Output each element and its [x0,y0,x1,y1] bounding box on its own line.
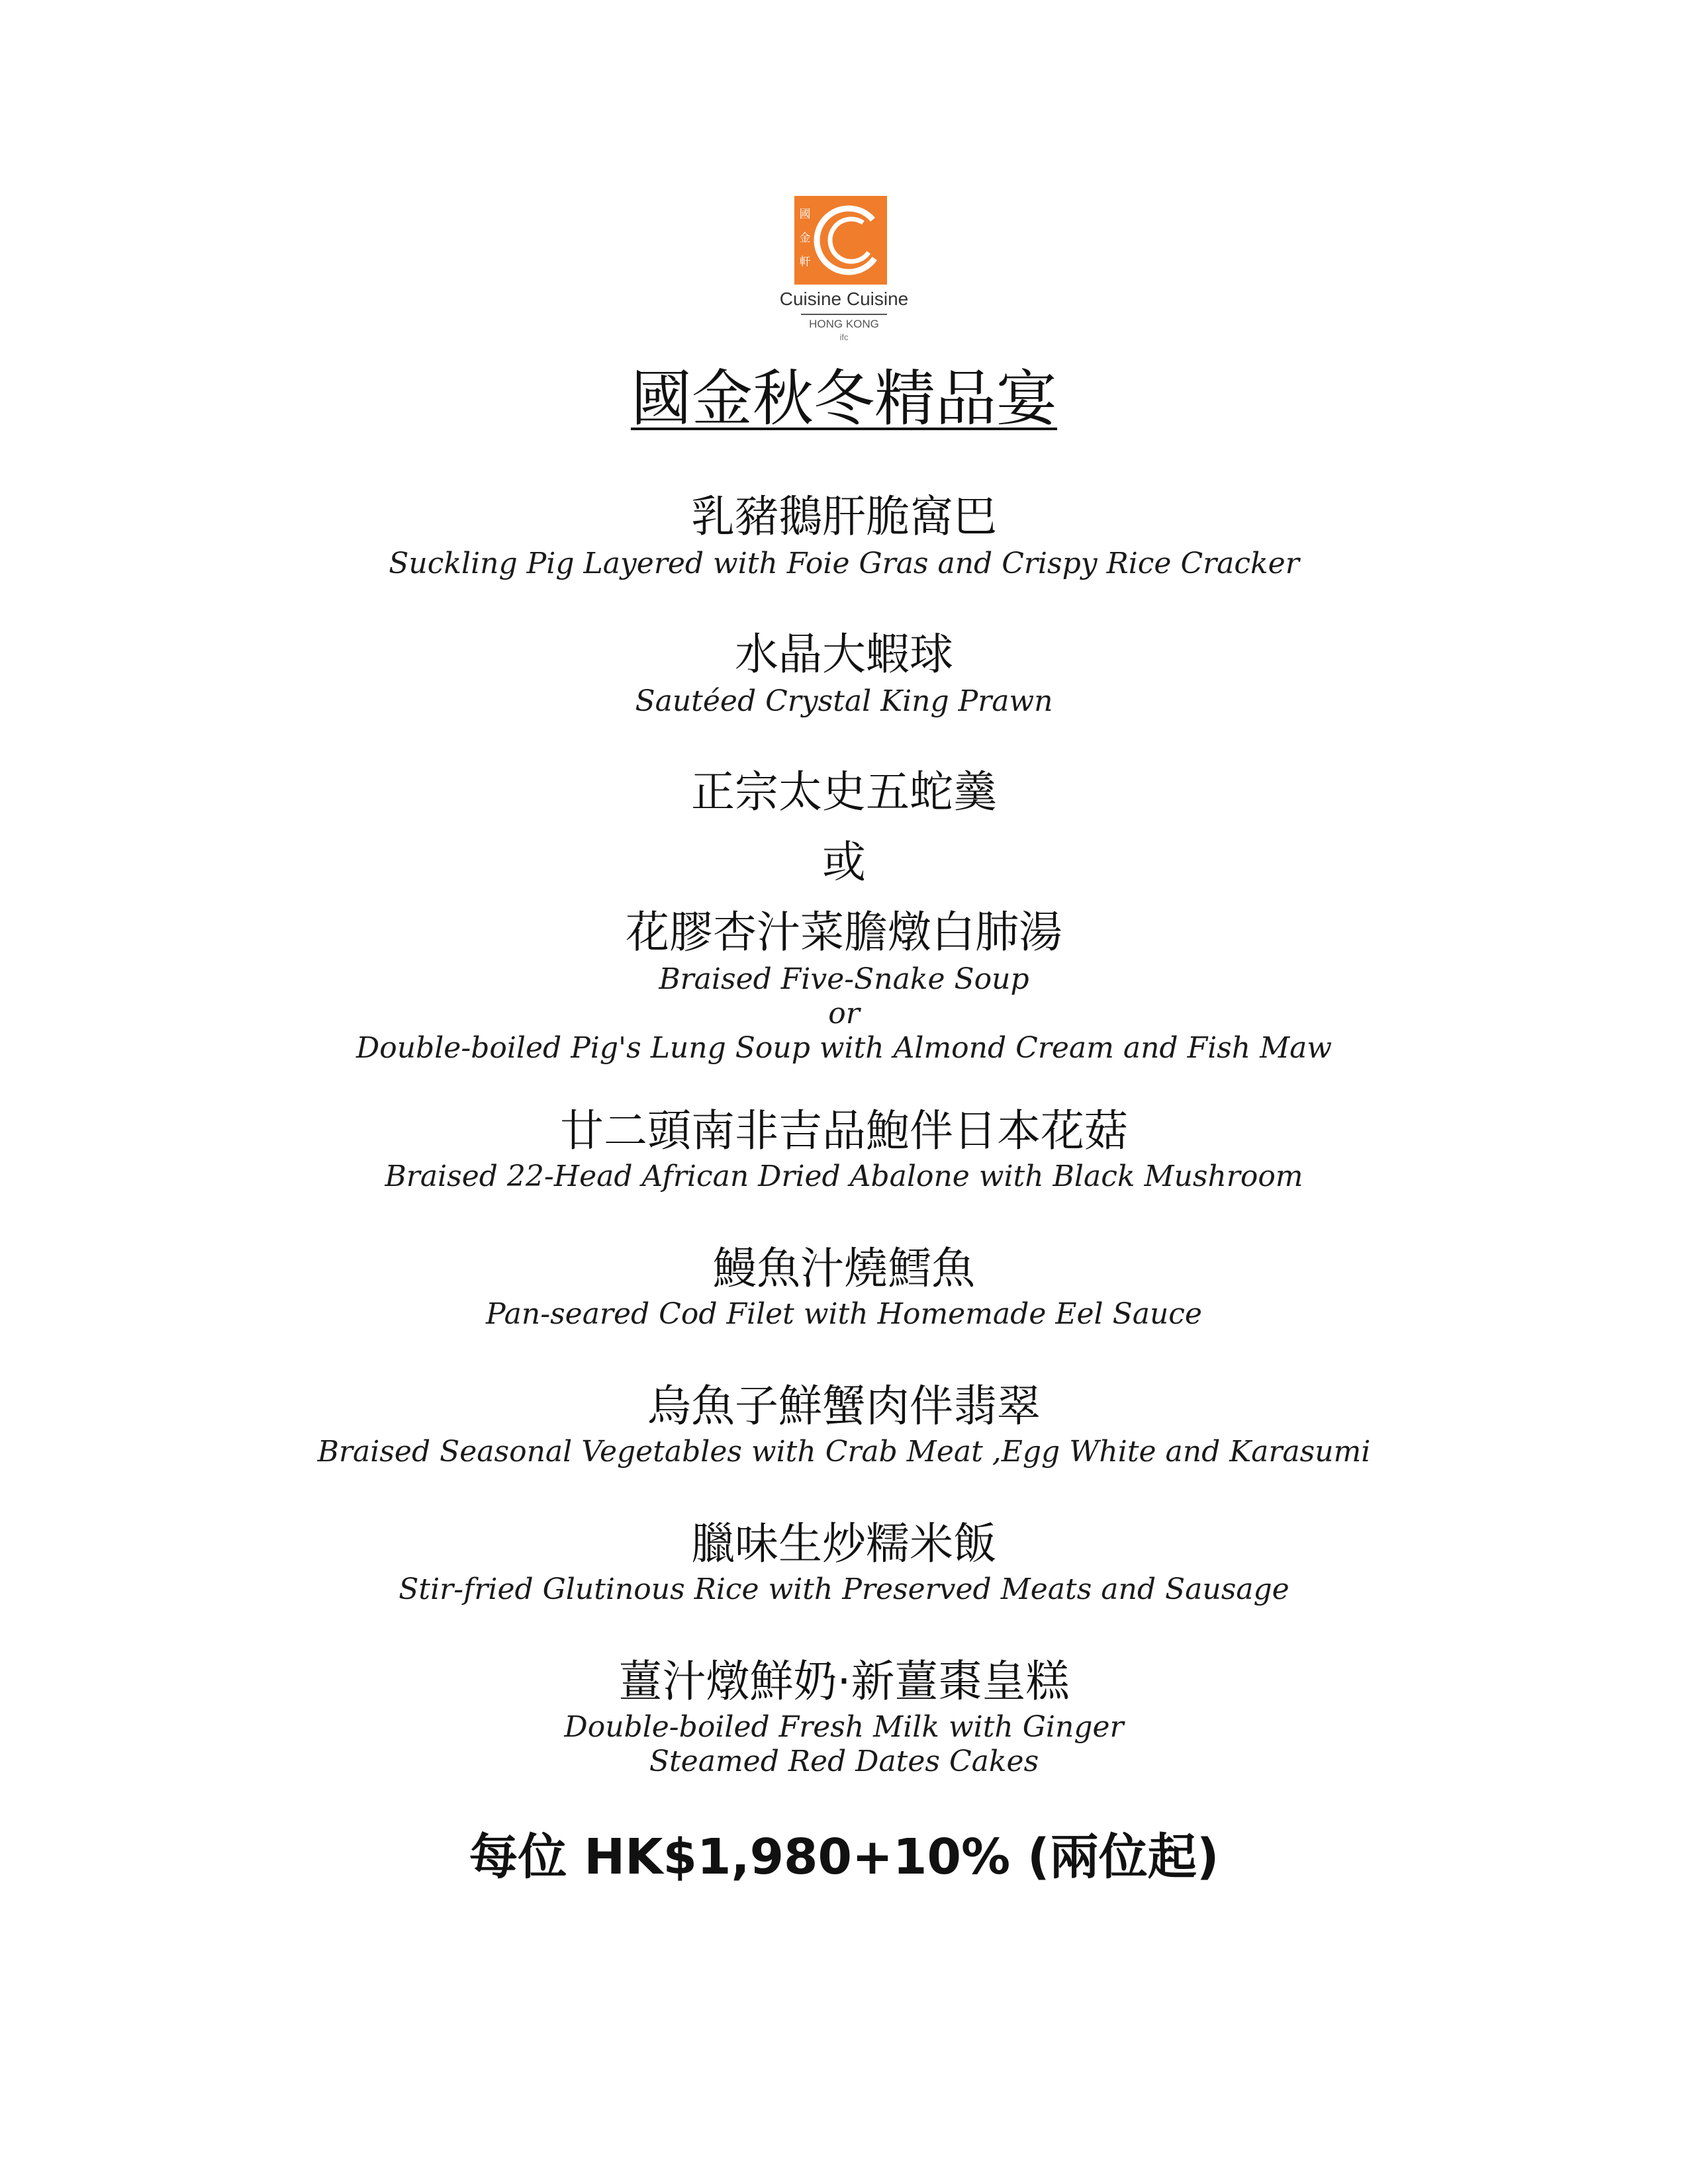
logo-divider [801,314,887,315]
course-4-english: Braised 22-Head African Dried Abalone with Black Mushroom [385,1160,1303,1193]
menu-title [0,363,1688,435]
logo-sub: ifc [839,332,849,342]
course-1-chinese: 乳豬鵝肝脆窩巴 [691,491,997,542]
course-8-english-line-1: Double-boiled Fresh Milk with Ginger [564,1710,1124,1744]
course-3-english-option-b: Double-boiled Pig's Lung Soup with Almond Cream and Fish Maw [355,1031,1333,1065]
course-6-english: Braised Seasonal Vegetables with Crab Meat ,Egg White and Karasumi [317,1435,1371,1469]
course-2-chinese: 水晶大蝦球 [735,629,953,680]
course-7-english: Stir-fried Glutinous Rice with Preserved Meats and Sausage [399,1572,1289,1606]
course-4-chinese: 廿二頭南非吉品鮑伴日本花菇 [560,1105,1128,1156]
course-5-english: Pan-seared Cod Filet with Homemade Eel Sauce [486,1297,1202,1331]
course-3-english-or: or [828,997,860,1030]
course-2-english: Sautéed Crystal King Prawn [635,684,1053,718]
course-3-chinese-or: 或 [822,837,866,887]
course-3-english-option-a: Braised Five-Snake Soup [659,962,1029,996]
course-8-english-line-2: Steamed Red Dates Cakes [649,1745,1039,1778]
course-3-chinese-option-a: 正宗太史五蛇羹 [691,766,997,817]
course-3-chinese-option-b: 花膠杏汁菜膽燉白肺湯 [626,907,1062,958]
menu-price: 每位 HK$1,980+10% (兩位起) [469,1829,1219,1886]
course-6-chinese: 烏魚子鮮蟹肉伴翡翠 [647,1381,1041,1432]
logo-char: 金 [799,232,811,245]
logo-char: 國 [799,208,811,221]
logo-mark [794,196,887,285]
course-1-english: Suckling Pig Layered with Foie Gras and Crispy Rice Cracker [389,547,1299,580]
logo-name: Cuisine Cuisine [779,289,909,309]
course-7-chinese: 臘味生炒糯米飯 [691,1518,997,1569]
course-8-chinese: 薑汁燉鮮奶·新薑棗皇糕 [618,1656,1070,1707]
restaurant-logo [774,196,914,355]
logo-char: 軒 [799,255,811,269]
logo-double-c-icon [794,196,887,285]
course-5-chinese: 鰻魚汁燒鱈魚 [713,1243,975,1294]
menu-title-text: 國金秋冬精品宴 [630,363,1057,434]
logo-city: HONG KONG [809,318,879,330]
